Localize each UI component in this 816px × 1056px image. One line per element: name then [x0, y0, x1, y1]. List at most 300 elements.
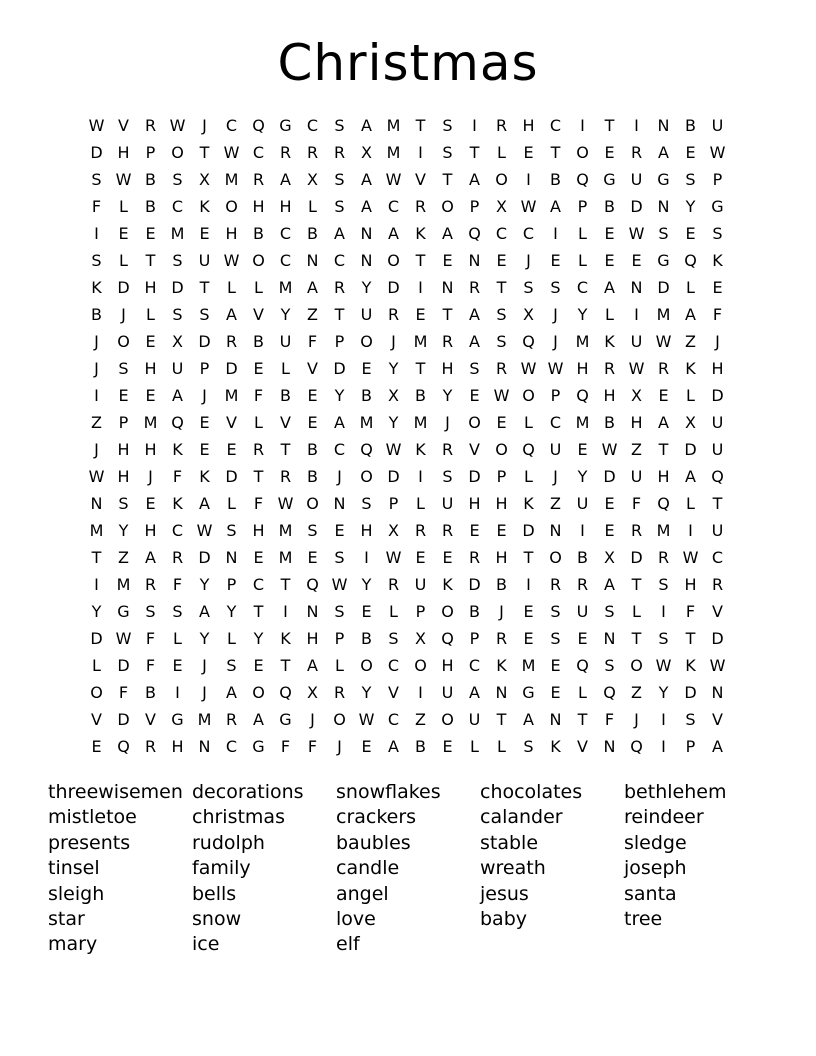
grid-letter: J — [337, 467, 342, 486]
grid-letter: B — [307, 467, 318, 486]
grid-letter: B — [280, 386, 291, 405]
grid-letter: D — [684, 440, 697, 459]
grid-letter: E — [604, 521, 615, 540]
grid-letter: N — [657, 197, 670, 216]
grid-letter: T — [577, 710, 588, 729]
grid-letter: H — [360, 521, 373, 540]
grid-letter: Q — [117, 737, 130, 756]
grid-letter: A — [145, 548, 156, 567]
grid-letter: H — [495, 548, 508, 567]
grid-letter: U — [468, 710, 481, 729]
grid-letter: X — [523, 305, 534, 324]
grid-letter: D — [630, 197, 643, 216]
grid-letter: I — [94, 224, 99, 243]
grid-letter: W — [709, 143, 726, 162]
grid-letter: V — [388, 683, 399, 702]
word-bank — [48, 780, 768, 958]
grid-letter: G — [711, 197, 724, 216]
grid-row — [83, 274, 731, 301]
grid-letter: N — [441, 278, 454, 297]
grid-letter: H — [144, 278, 157, 297]
grid-letter: S — [226, 521, 237, 540]
grid-letter: V — [118, 116, 129, 135]
grid-letter: T — [550, 143, 561, 162]
grid-letter: S — [172, 251, 183, 270]
grid-letter: Y — [226, 602, 237, 621]
grid-letter: B — [361, 629, 372, 648]
grid-letter: M — [413, 332, 428, 351]
grid-letter: O — [306, 494, 319, 513]
grid-letter: E — [658, 386, 669, 405]
grid-letter: T — [280, 440, 291, 459]
grid-letter: T — [712, 494, 723, 513]
grid-letter: P — [334, 629, 345, 648]
grid-letter: O — [252, 251, 265, 270]
grid-letter: N — [306, 602, 319, 621]
grid-letter: W — [682, 548, 699, 567]
grid-letter: F — [307, 737, 318, 756]
grid-letter: A — [712, 737, 723, 756]
grid-letter: L — [686, 494, 695, 513]
grid-letter: U — [711, 116, 724, 135]
grid-letter: H — [441, 656, 454, 675]
grid-letter: W — [115, 629, 132, 648]
grid-letter: Q — [279, 683, 292, 702]
grid-letter: O — [441, 602, 454, 621]
grid-row — [83, 490, 731, 517]
grid-letter: E — [415, 305, 426, 324]
grid-letter: C — [387, 656, 400, 675]
grid-letter: N — [360, 251, 373, 270]
grid-letter: N — [603, 629, 616, 648]
grid-letter: N — [306, 251, 319, 270]
grid-letter: V — [469, 440, 480, 459]
grid-letter: A — [226, 305, 237, 324]
grid-row — [83, 706, 731, 733]
grid-letter: U — [549, 440, 562, 459]
grid-letter: V — [577, 737, 588, 756]
grid-letter: E — [685, 224, 696, 243]
grid-letter: Y — [685, 197, 696, 216]
grid-letter: R — [144, 737, 157, 756]
grid-letter: Q — [468, 224, 481, 243]
grid-letter: C — [549, 413, 562, 432]
grid-letter: K — [442, 575, 453, 594]
grid-letter: C — [495, 224, 508, 243]
grid-letter: W — [601, 440, 618, 459]
grid-letter: B — [361, 386, 372, 405]
grid-letter: C — [468, 656, 481, 675]
grid-letter: J — [202, 656, 207, 675]
grid-letter: J — [445, 413, 450, 432]
grid-letter: W — [655, 656, 672, 675]
grid-letter: I — [175, 683, 180, 702]
grid-letter: V — [253, 305, 264, 324]
grid-letter: F — [145, 656, 156, 675]
grid-letter: F — [631, 494, 642, 513]
grid-letter: W — [709, 656, 726, 675]
grid-letter: Q — [252, 116, 265, 135]
grid-letter: E — [415, 548, 426, 567]
grid-letter: E — [685, 143, 696, 162]
grid-letter: D — [90, 143, 103, 162]
grid-letter: C — [171, 197, 184, 216]
grid-letter: W — [520, 359, 537, 378]
grid-letter: A — [172, 386, 183, 405]
grid-letter: C — [279, 251, 292, 270]
grid-letter: D — [198, 332, 211, 351]
grid-letter: Y — [442, 386, 453, 405]
grid-letter: D — [468, 467, 481, 486]
grid-letter: T — [91, 548, 102, 567]
grid-letter: K — [550, 737, 561, 756]
grid-letter: I — [418, 143, 423, 162]
word-list-item: wreath — [480, 857, 546, 880]
grid-letter: R — [441, 440, 454, 459]
grid-letter: S — [658, 575, 669, 594]
grid-letter: S — [334, 602, 345, 621]
grid-row — [83, 328, 731, 355]
grid-letter: A — [469, 305, 480, 324]
grid-letter: L — [254, 413, 263, 432]
grid-letter: Z — [631, 440, 642, 459]
grid-letter: S — [334, 548, 345, 567]
grid-letter: T — [253, 602, 264, 621]
grid-letter: D — [117, 278, 130, 297]
grid-letter: E — [442, 251, 453, 270]
grid-letter: P — [550, 386, 561, 405]
grid-letter: E — [604, 143, 615, 162]
grid-letter: A — [334, 224, 345, 243]
grid-letter: M — [575, 332, 590, 351]
grid-letter: E — [442, 548, 453, 567]
grid-letter: T — [199, 143, 210, 162]
grid-letter: L — [389, 602, 398, 621]
grid-letter: B — [253, 332, 264, 351]
grid-letter: N — [495, 683, 508, 702]
grid-letter: S — [334, 197, 345, 216]
grid-letter: M — [656, 305, 671, 324]
grid-letter: F — [280, 737, 291, 756]
grid-letter: R — [144, 116, 157, 135]
grid-letter: H — [603, 386, 616, 405]
grid-letter: V — [91, 710, 102, 729]
grid-letter: S — [604, 656, 615, 675]
grid-letter: T — [280, 656, 291, 675]
grid-letter: E — [307, 386, 318, 405]
grid-letter: S — [172, 602, 183, 621]
grid-letter: R — [333, 278, 346, 297]
word-column — [624, 780, 768, 958]
grid-letter: E — [199, 440, 210, 459]
grid-letter: H — [684, 575, 697, 594]
grid-letter: H — [441, 359, 454, 378]
grid-letter: E — [307, 413, 318, 432]
grid-letter: L — [173, 629, 182, 648]
grid-letter: C — [252, 575, 265, 594]
grid-letter: S — [469, 359, 480, 378]
grid-letter: O — [441, 710, 454, 729]
grid-letter: R — [630, 521, 643, 540]
grid-letter: S — [118, 359, 129, 378]
grid-letter: Y — [388, 359, 399, 378]
grid-letter: E — [145, 224, 156, 243]
grid-row — [83, 409, 731, 436]
word-list-item: star — [48, 907, 85, 930]
grid-letter: Q — [171, 413, 184, 432]
grid-letter: K — [523, 494, 534, 513]
grid-letter: E — [253, 656, 264, 675]
grid-letter: G — [279, 116, 292, 135]
grid-letter: P — [685, 737, 696, 756]
grid-letter: H — [117, 440, 130, 459]
grid-letter: L — [227, 278, 236, 297]
grid-letter: S — [334, 116, 345, 135]
grid-letter: U — [576, 494, 589, 513]
grid-letter: C — [387, 197, 400, 216]
grid-letter: K — [685, 359, 696, 378]
grid-letter: W — [223, 143, 240, 162]
grid-letter: Q — [657, 494, 670, 513]
grid-letter: N — [468, 251, 481, 270]
grid-letter: U — [414, 575, 427, 594]
grid-letter: P — [496, 467, 507, 486]
grid-letter: E — [577, 440, 588, 459]
grid-letter: T — [442, 170, 453, 189]
grid-letter: E — [118, 386, 129, 405]
grid-letter: J — [553, 467, 558, 486]
grid-letter: L — [686, 278, 695, 297]
grid-letter: C — [279, 224, 292, 243]
grid-letter: O — [90, 683, 103, 702]
grid-row — [83, 301, 731, 328]
grid-letter: A — [604, 278, 615, 297]
grid-letter: X — [415, 629, 426, 648]
grid-letter: O — [225, 197, 238, 216]
grid-letter: S — [685, 710, 696, 729]
grid-row — [83, 463, 731, 490]
grid-letter: S — [658, 224, 669, 243]
grid-letter: E — [145, 332, 156, 351]
grid-letter: S — [388, 629, 399, 648]
grid-letter: I — [94, 386, 99, 405]
grid-row — [83, 544, 731, 571]
word-list-item: love — [336, 907, 376, 930]
grid-letter: I — [553, 224, 558, 243]
grid-letter: A — [685, 305, 696, 324]
grid-letter: Q — [576, 656, 589, 675]
word-search-grid — [83, 112, 731, 760]
grid-letter: B — [307, 440, 318, 459]
grid-letter: D — [198, 548, 211, 567]
grid-letter: W — [520, 197, 537, 216]
grid-letter: I — [94, 575, 99, 594]
grid-letter: R — [495, 359, 508, 378]
grid-letter: Y — [388, 413, 399, 432]
grid-letter: A — [199, 494, 210, 513]
word-list-item: sleigh — [48, 882, 105, 905]
grid-letter: U — [576, 602, 589, 621]
grid-letter: H — [522, 116, 535, 135]
grid-letter: I — [634, 305, 639, 324]
grid-letter: W — [223, 251, 240, 270]
grid-letter: E — [577, 629, 588, 648]
grid-letter: L — [119, 251, 128, 270]
grid-letter: Y — [334, 386, 345, 405]
grid-letter: T — [496, 278, 507, 297]
grid-letter: K — [604, 332, 615, 351]
grid-letter: A — [307, 656, 318, 675]
grid-letter: W — [385, 548, 402, 567]
grid-letter: W — [88, 467, 105, 486]
grid-letter: S — [172, 170, 183, 189]
grid-letter: F — [712, 305, 723, 324]
grid-letter: H — [144, 440, 157, 459]
grid-letter: W — [196, 521, 213, 540]
grid-letter: S — [550, 629, 561, 648]
grid-letter: V — [415, 170, 426, 189]
grid-letter: Q — [711, 467, 724, 486]
grid-letter: E — [469, 521, 480, 540]
grid-letter: U — [630, 467, 643, 486]
grid-letter: E — [361, 602, 372, 621]
grid-letter: R — [495, 629, 508, 648]
grid-letter: A — [442, 224, 453, 243]
grid-letter: C — [549, 116, 562, 135]
grid-letter: E — [361, 359, 372, 378]
word-list-item: reindeer — [624, 806, 704, 829]
grid-letter: S — [334, 170, 345, 189]
grid-letter: K — [280, 629, 291, 648]
grid-letter: F — [685, 602, 696, 621]
grid-letter: U — [279, 332, 292, 351]
grid-letter: J — [202, 386, 207, 405]
grid-row — [83, 220, 731, 247]
grid-letter: M — [359, 413, 374, 432]
grid-row — [83, 193, 731, 220]
grid-letter: H — [117, 143, 130, 162]
grid-letter: B — [145, 683, 156, 702]
grid-letter: N — [603, 737, 616, 756]
grid-letter: M — [521, 656, 536, 675]
grid-letter: Z — [415, 710, 426, 729]
grid-letter: P — [577, 197, 588, 216]
grid-letter: V — [226, 413, 237, 432]
grid-letter: B — [604, 413, 615, 432]
grid-letter: C — [522, 224, 535, 243]
grid-letter: A — [199, 602, 210, 621]
grid-letter: H — [144, 521, 157, 540]
grid-letter: B — [469, 602, 480, 621]
grid-letter: A — [658, 413, 669, 432]
grid-letter: P — [334, 332, 345, 351]
grid-letter: A — [469, 683, 480, 702]
grid-letter: O — [549, 548, 562, 567]
grid-letter: M — [386, 116, 401, 135]
grid-letter: Y — [361, 683, 372, 702]
grid-letter: V — [280, 413, 291, 432]
grid-letter: L — [416, 494, 425, 513]
grid-letter: O — [414, 656, 427, 675]
grid-letter: S — [496, 305, 507, 324]
grid-letter: E — [550, 656, 561, 675]
grid-letter: R — [387, 575, 400, 594]
grid-letter: A — [658, 143, 669, 162]
grid-letter: R — [225, 332, 238, 351]
grid-letter: K — [415, 224, 426, 243]
grid-letter: O — [441, 197, 454, 216]
word-list-item: mary — [48, 933, 98, 956]
grid-letter: F — [172, 575, 183, 594]
grid-letter: L — [470, 737, 479, 756]
grid-letter: R — [225, 710, 238, 729]
grid-letter: V — [712, 602, 723, 621]
grid-letter: S — [145, 602, 156, 621]
grid-letter: T — [145, 251, 156, 270]
grid-letter: J — [499, 602, 504, 621]
grid-letter: Q — [576, 386, 589, 405]
word-list-item: tree — [624, 907, 663, 930]
word-column — [336, 780, 480, 958]
grid-letter: R — [306, 143, 319, 162]
grid-letter: N — [198, 737, 211, 756]
grid-letter: S — [685, 170, 696, 189]
grid-letter: C — [225, 116, 238, 135]
grid-letter: N — [90, 494, 103, 513]
word-list-item: baby — [480, 907, 528, 930]
grid-letter: D — [630, 548, 643, 567]
grid-letter: M — [278, 548, 293, 567]
grid-letter: K — [199, 467, 210, 486]
grid-letter: Y — [91, 602, 102, 621]
grid-letter: N — [630, 278, 643, 297]
grid-letter: R — [414, 197, 427, 216]
grid-letter: X — [307, 683, 318, 702]
grid-letter: U — [441, 494, 454, 513]
grid-letter: W — [358, 710, 375, 729]
grid-letter: I — [283, 602, 288, 621]
grid-letter: R — [252, 440, 265, 459]
grid-letter: J — [94, 332, 99, 351]
grid-letter: H — [711, 359, 724, 378]
grid-letter: P — [469, 197, 480, 216]
grid-letter: I — [580, 521, 585, 540]
grid-letter: T — [415, 116, 426, 135]
grid-letter: H — [468, 494, 481, 513]
grid-letter: O — [360, 656, 373, 675]
grid-letter: K — [415, 440, 426, 459]
grid-letter: R — [279, 467, 292, 486]
grid-letter: N — [657, 116, 670, 135]
grid-row — [83, 436, 731, 463]
word-list-item: jesus — [480, 882, 529, 905]
grid-letter: D — [522, 521, 535, 540]
grid-letter: H — [576, 359, 589, 378]
word-list-item: santa — [624, 882, 677, 905]
grid-letter: S — [523, 278, 534, 297]
word-list-item: rudolph — [192, 831, 265, 854]
grid-letter: X — [172, 332, 183, 351]
grid-letter: Z — [118, 548, 129, 567]
grid-letter: I — [418, 683, 423, 702]
grid-letter: J — [202, 683, 207, 702]
grid-letter: V — [145, 710, 156, 729]
grid-letter: A — [388, 737, 399, 756]
grid-letter: L — [146, 305, 155, 324]
grid-letter: L — [524, 413, 533, 432]
grid-letter: R — [333, 683, 346, 702]
grid-letter: Y — [658, 683, 669, 702]
